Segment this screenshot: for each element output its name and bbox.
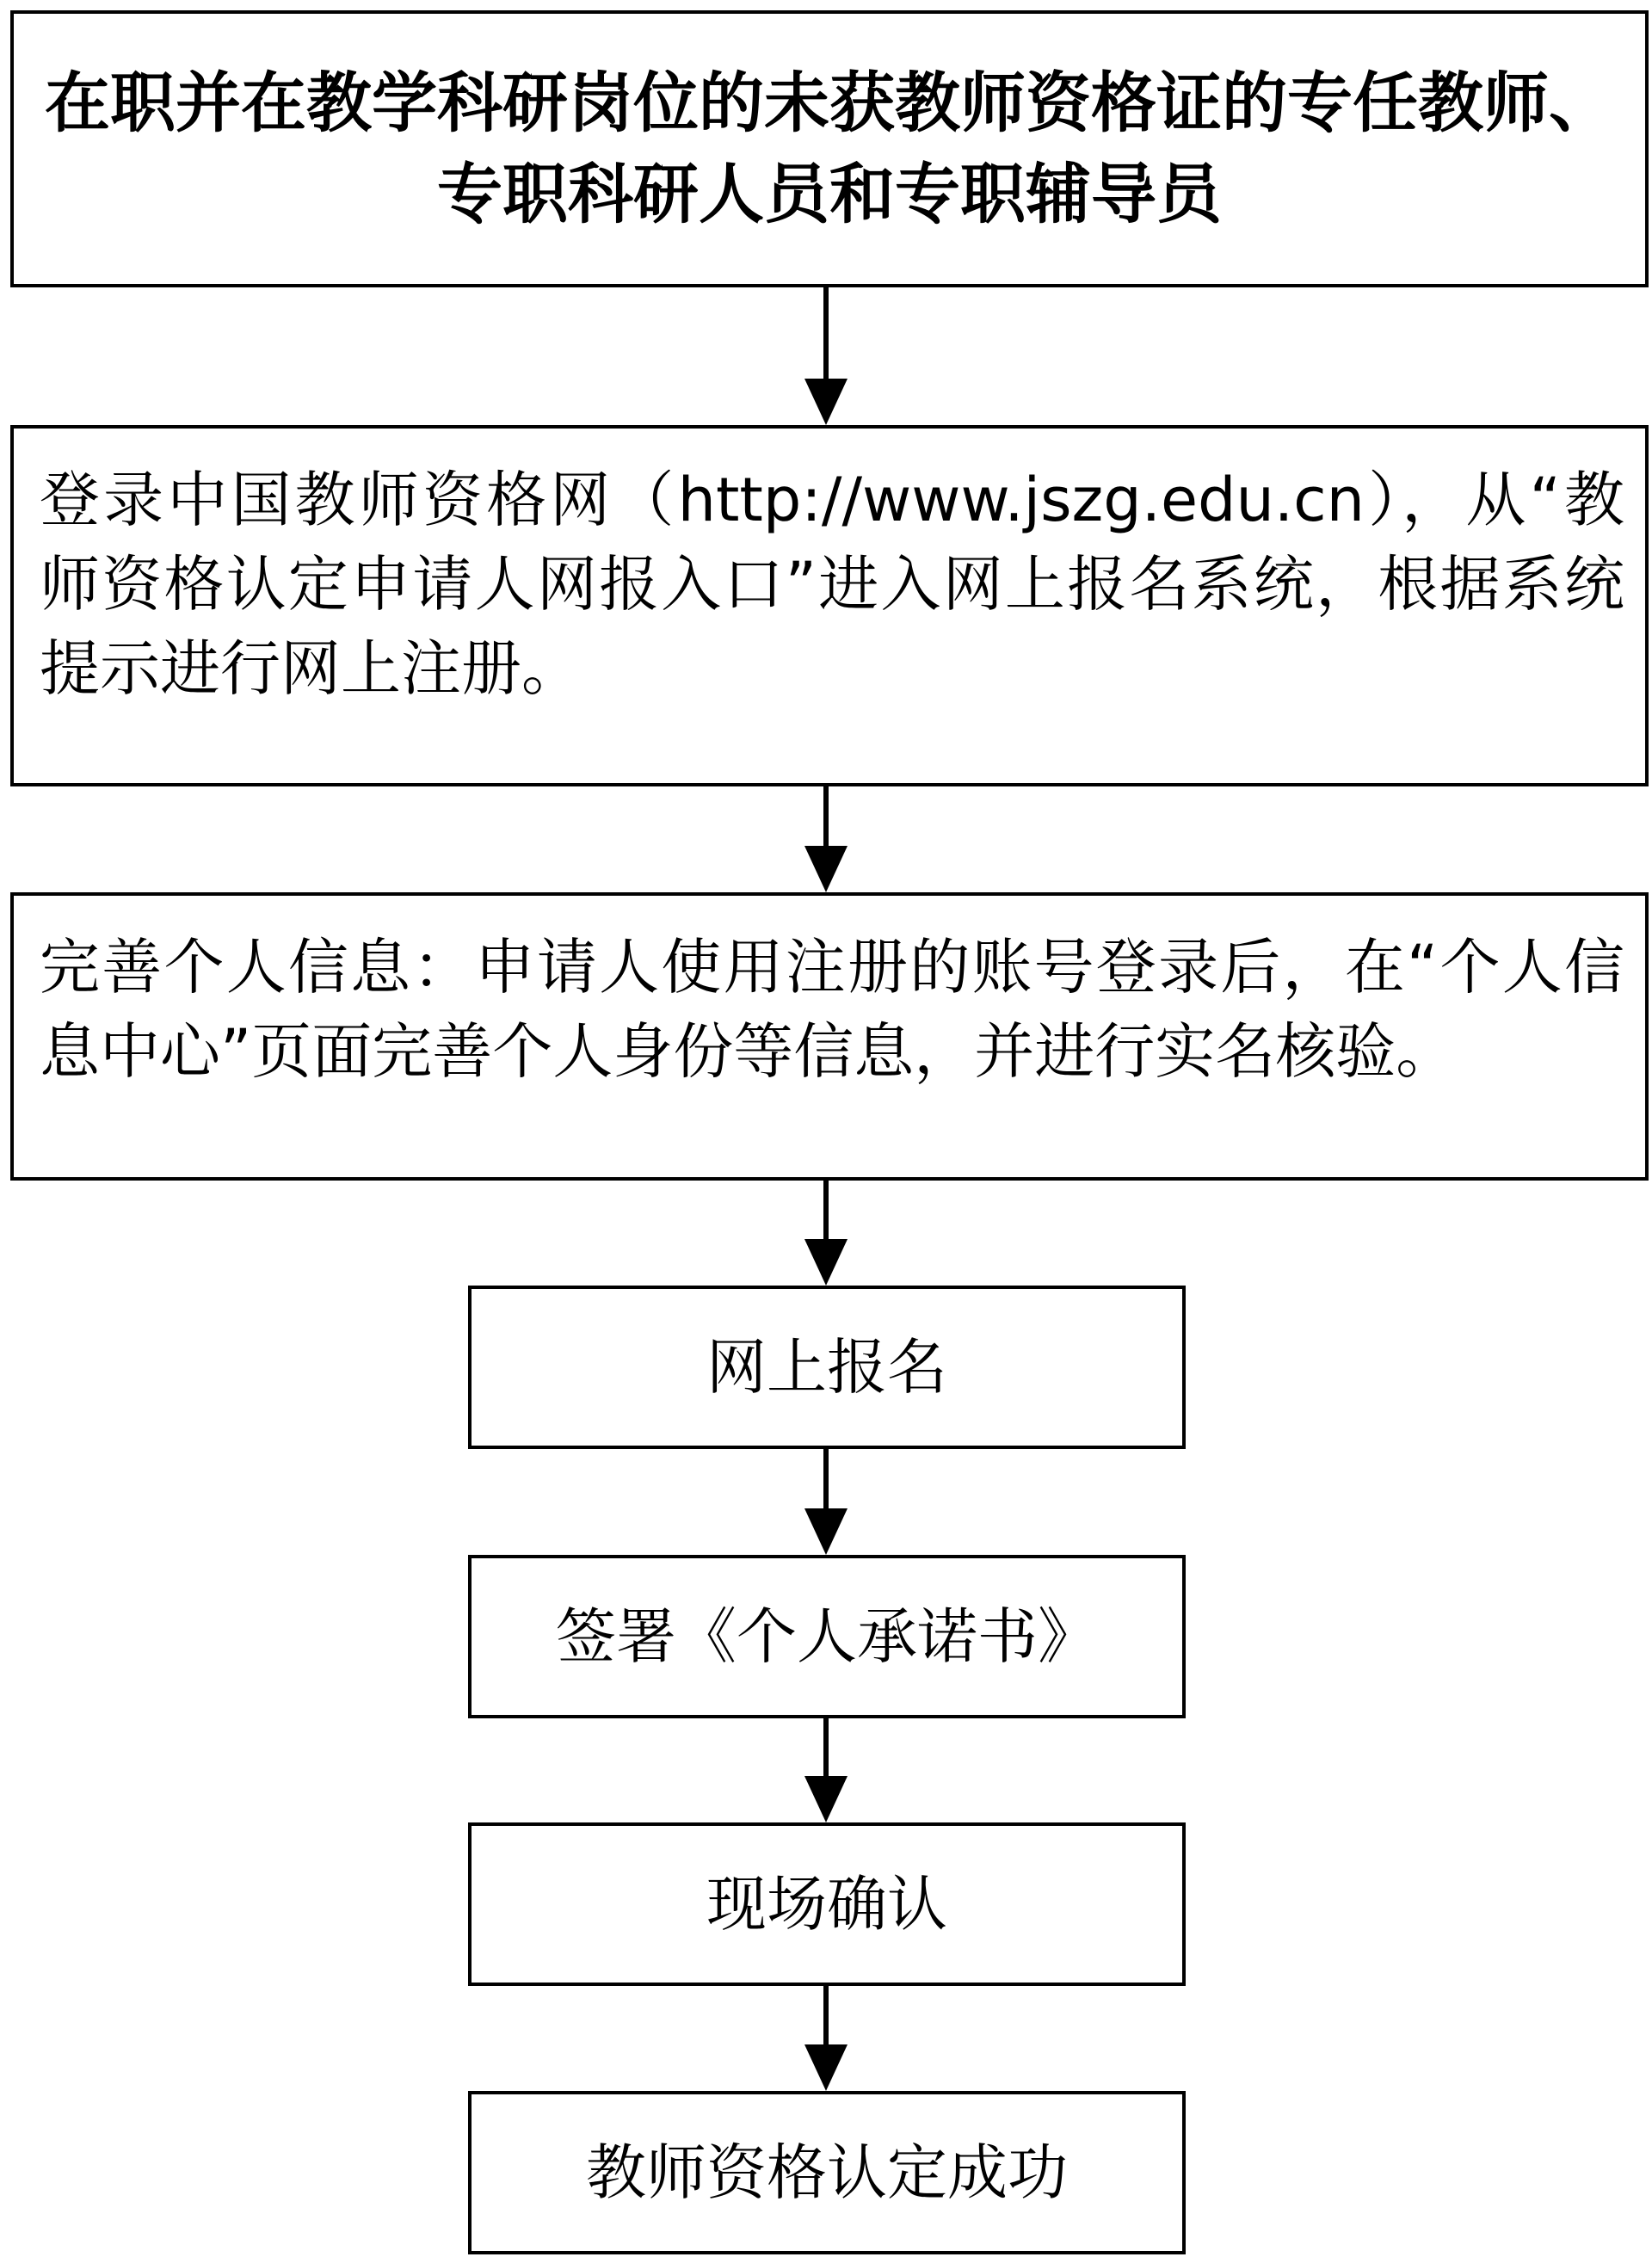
- step-success-text: 教师资格认定成功: [586, 2137, 1068, 2208]
- arrow-sign-to-confirm-head: [804, 1776, 848, 1822]
- arrow-title-to-login-head: [804, 379, 848, 425]
- arrow-confirm-to-success-head: [804, 2044, 848, 2091]
- step-login-box: [10, 425, 1649, 786]
- step-success-box: [468, 2091, 1186, 2254]
- step-confirm-box: [468, 1822, 1186, 1986]
- step-sign-box: [468, 1555, 1186, 1718]
- step-login-text: 登录中国教师资格网（http://www.jszg.edu.cn），从“教师资格认定申请人网报入口”进入网上报名系统，根据系统提示进行网上注册。: [40, 465, 1624, 704]
- step-personal-info-box: [10, 892, 1649, 1181]
- arrow-login-to-info-head: [804, 846, 848, 892]
- step-register-box: [468, 1286, 1186, 1449]
- title-box: [10, 10, 1649, 287]
- title-text: 在职并在教学科研岗位的未获教师资格证的专任教师、专职科研人员和专职辅导员: [45, 65, 1614, 232]
- step-sign-text: 签署《个人承诺书》: [556, 1601, 1098, 1672]
- step-personal-info-text: 完善个人信息：申请人使用注册的账号登录后，在“个人信息中心”页面完善个人身份等信息，并进行实名核验。: [40, 932, 1624, 1087]
- step-confirm-text: 现场确认: [706, 1869, 947, 1939]
- step-register-text: 网上报名: [706, 1332, 947, 1403]
- arrow-info-to-register-head: [804, 1239, 848, 1286]
- arrow-register-to-sign-head: [804, 1508, 848, 1555]
